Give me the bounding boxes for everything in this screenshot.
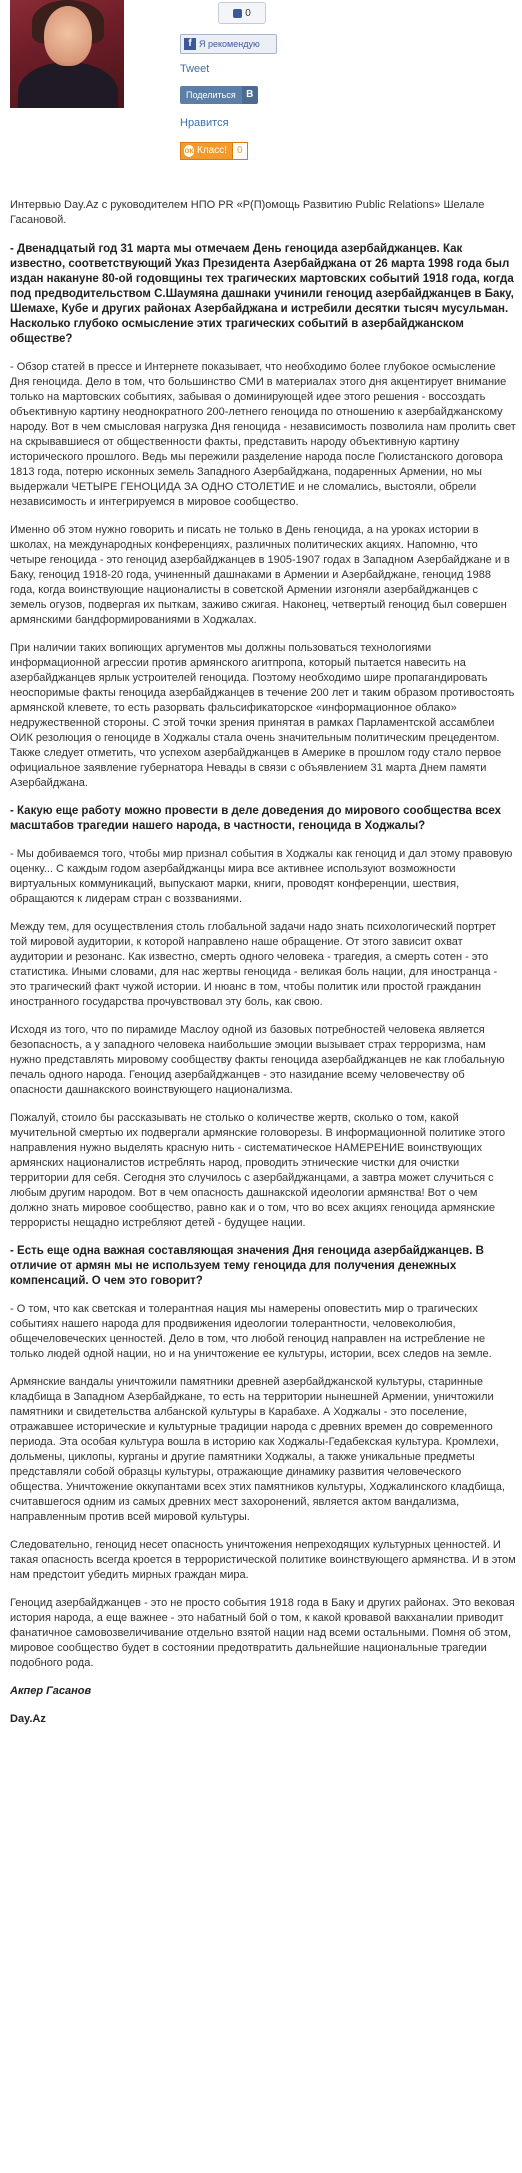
interview-paragraph: - Мы добиваемся того, чтобы мир признал события в Ходжалы как геноцид и дал этому правовую оценку... С каждым годом азербайджанцы мира все активнее используют возможности виртуальных коммуникаций, выпускают марки, книги, проводят конференции, шествия, обращаются к лидерам стран с воззваниями. — [10, 848, 513, 905]
interview-paragraph: Геноцид азербайджанцев - это не просто события 1918 года в Баку и других районах. Это вековая история народа, а еще важнее - это набатный бой о том, к какой кровавой вакханалии приводит фанатичное самовозвеличивание отдельно взятой нации над всеми остальными. Помня об этом, мировое сообщество будет в состоянии предотвратить дальнейшие национальные трагедии подобного рода. — [10, 1597, 515, 1669]
tweet-link[interactable]: Tweet — [180, 63, 210, 75]
header-area — [0, 0, 522, 180]
interview-paragraph: При наличии таких вопиющих аргументов мы должны пользоваться технологиями информационной агрессии против армянского агитпропа, который пытается навесить на азербайджанцев ярлык устроителей геноцида. Поэтому необходимо шире пропагандировать неоспоримые факты геноцида азербайджанцев в течение 200 лет и таким образом противостоять армянской клевете, то есть разорвать фальсификаторское «информационное облако» недружественной стороны. С этой точки зрения принятая в рамках Парламентской ассамблеи ОИК резолюция о геноциде в Ходжалы стала очень значительным политическим прецедентом. Также следует отметить, что успехом азербайджанцев в Америке в прошлом году стало первое официальное заявление губернатора Невады в связи с объявлением 31 марта Днем памяти Азербайджана. — [10, 642, 515, 789]
photo-shoulders — [18, 62, 118, 108]
interview-question: - Двенадцатый год 31 марта мы отмечаем День геноцида азербайджанцев. Как известно, соответствующий Указ Президента Азербайджана от 26 марта 1998 года был издан накануне 80-ой годовщины тех трагических мартовских событий 1918 года, когда под предводительством С.Шаумяна дашнаки учинили геноцид азербайджанцев в Баку, Шемахе, Кубе и других районах Азербайджана и истребили десятки тысяч мусульман. Насколько глубоко осмысление этих трагических событий в азербайджанском обществе? — [10, 243, 514, 345]
article-author: Акпер Гасанов — [10, 1685, 92, 1697]
interview-question: - Какую еще работу можно провести в деле доведения до мирового сообщества всех масштабов трагедии нашего народа, в частности, геноцида в Ходжалы? — [10, 805, 501, 832]
interview-paragraph: Именно об этом нужно говорить и писать не только в День геноцида, а на уроках истории в школах, на международных конференциях, различных политических акциях. Напомню, что четыре геноцида - это геноцид азербайджанцев в 1905-1907 годах в Западном Азербайджане и в Баку, геноцид 1918-20 года, учиненный дашнаками в Армении и Азербайджане, геноцид 1988 года, когда воинствующие националисты в советской Армении изгоняли азербайджанцев с земель огузов, подвергая их пыткам, заживо сжигая. Наконец, четвертый геноцид был совершен армянскими бандформированиями в Ходжалах. — [10, 524, 510, 626]
like-button[interactable] — [218, 2, 266, 24]
odnoklassniki-class-button[interactable] — [180, 142, 248, 160]
like-count: 0 — [245, 7, 251, 19]
odnoklassniki-icon: ок — [184, 146, 194, 155]
interview-paragraph: - О том, что как светская и толерантная нация мы намерены оповестить мир о трагических событиях нашего народа для продвижения идеологии толерантности, человеколюбия, общечеловеческих ценностей. Дело в том, что любой геноцид направлен на истребление не только людей одной нации, но и на уничтожение ее культуры, истории, всех следов на земле. — [10, 1303, 492, 1360]
vk-share-button[interactable] — [180, 86, 258, 104]
interview-paragraph: Следовательно, геноцид несет опасность уничтожения непреходящих культурных ценностей. И такая опасность всегда кроется в террористической политике воинствующего армянства. И в этом нам предстоит убедить мирных граждан мира. — [10, 1539, 516, 1581]
author-photo — [10, 0, 124, 108]
ok-main — [180, 142, 233, 160]
interview-question: - Есть еще одна важная составляющая значения Дня геноцида азербайджанцев. В отличие от армян мы не используем тему геноцида для получения денежных компенсаций. О чем это говорит? — [10, 1245, 484, 1287]
thumbs-up-icon — [233, 9, 242, 18]
photo-face — [44, 6, 92, 66]
facebook-recommend-button[interactable] — [180, 34, 277, 54]
vk-icon: В — [242, 86, 258, 104]
ok-count: 0 — [233, 142, 248, 160]
vk-like-link[interactable]: Нравится — [180, 117, 229, 129]
article-body — [10, 198, 516, 1740]
facebook-recommend-label: Я рекомендую — [199, 38, 260, 49]
article-source: Day.Az — [10, 1713, 46, 1725]
interview-paragraph: Исходя из того, что по пирамиде Маслоу одной из базовых потребностей человека является безопасность, а у западного человека наибольшие эмоции вызывает страх терроризма, нам нужно представлять мировому сообществу факты геноцида азербайджанцев не как глобальную печаль одного народа. Геноцид азербайджанцев - это назидание всему человечеству об опасности дашнакского воинствующего национализма. — [10, 1024, 505, 1096]
interview-paragraph: Между тем, для осуществления столь глобальной задачи надо знать психологический портрет той мировой аудитории, к которой направлено наше обращение. От этого зависит охват аудитории и резонанс. Как известно, смерть одного человека - трагедия, а смерть сотен - это статистика. Иными словами, для нас жертвы геноцида - великая боль нации, для иностранца - это трагический факт чужой истории. И нюанс в том, чтобы политик или простой гражданин иностранного государства прочувствовал эту боль, как свою. — [10, 921, 498, 1008]
article-intro: Интервью Day.Az с руководителем НПО PR «P(П)омощь Развитию Public Relations» Шелале Гасановой. — [10, 199, 485, 226]
interview-paragraph: Армянские вандалы уничтожили памятники древней азербайджанской культуры, старинные кладбища в Западном Азербайджане, то есть на территории нынешней Армении, уничтожили памятники и свидетельства албанской культуры в Карабахе. А Ходжалы - это поселение, отражавшее исторические и культурные традиции народа с древних времен до современного периода. Эта особая культура вошла в историю как Ходжалы-Гедабекская культура. Кромлехи, дольмены, циклопы, курганы и другие памятники Ходжалы, а также уникальные предметы представляли собой образцы культуры, отражающие динамику развития человеческого общества. Уничтожение оккупантами всех этих памятников культуры, Ходжалинского кладбища, считавшегося одним из самых древних мест захоронений, является актом вандализма, направленным против всей мировой культуры. — [10, 1376, 505, 1523]
ok-label: Класс! — [197, 145, 227, 156]
interview-paragraph: Пожалуй, стоило бы рассказывать не столько о количестве жертв, сколько о том, какой мучительной смертью их подвергали армянские головорезы. В информационной политике этого направления нужно выделять красную нить - систематическое НАМЕРЕНИЕ воинствующих армянских националистов истреблять народ, проводить этнические чистки для очистки территории для себя. Сегодня это случилось с азербайджанцами, а завтра может случиться с любым другим народом. Вот в чем опасность дашнакской идеологии армянства! Вот о чем должно знать мировое сообщество, равно как и о том, что во всех акциях геноцида армянские террористы нещадно истребляют детей - будущее нации. — [10, 1112, 506, 1229]
article-blocks — [10, 242, 516, 1671]
facebook-icon: f — [184, 38, 196, 50]
interview-paragraph: - Обзор статей в прессе и Интернете показывает, что необходимо более глубокое осмысление Дня геноцида. Дело в том, что большинство СМИ в материалах этого дня акцентирует внимание только на мартовских событиях, забывая о доминирующей идее этого решения - воссоздать объективную картину неоднократного 200-летнего геноцида по отношению к азербайджанскому народу. Вот в чем смысловая нагрузка Дня геноцида - независимость позволила нам пролить свет на скрывавшиеся от общественности факты, представить народу объективную картину исторического прошлого. Ведь мы пережили разделение народа после Гюлистанского договора 1813 года, потерю исконных земель Западного Азербайджана, подаренных Армении, но мы выдержали ЧЕТЫРЕ ГЕНОЦИДА ЗА ОДНО СТОЛЕТИЕ и не сломались, выстояли, обрели независимость и интегрируемся в мировое сообщество. — [10, 361, 516, 508]
share-label: Поделиться — [180, 86, 242, 104]
